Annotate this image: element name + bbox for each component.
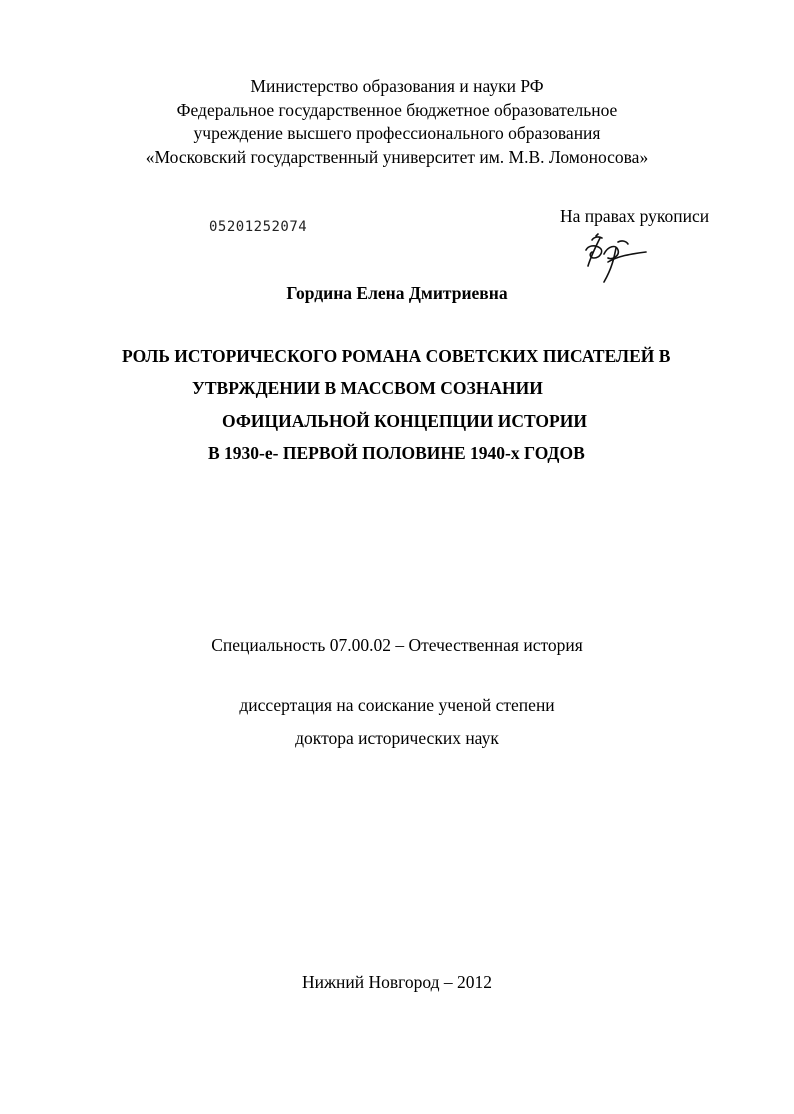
degree-line-2: доктора исторических наук bbox=[295, 728, 499, 748]
title-line-4: В 1930-е- ПЕРВОЙ ПОЛОВИНЕ 1940-х ГОДОВ bbox=[208, 443, 585, 463]
handwritten-signature bbox=[578, 232, 652, 286]
catalog-number: 05201252074 bbox=[209, 219, 308, 235]
rights-note: На правах рукописи bbox=[560, 206, 710, 226]
degree-line-1: диссертация на соискание ученой степени bbox=[239, 695, 555, 715]
specialty-line: Специальность 07.00.02 – Отечественная история bbox=[211, 635, 583, 655]
institution-type-line: Федеральное государственное бюджетное образовательное bbox=[176, 100, 618, 120]
institution-education-line: учреждение высшего профессионального образования bbox=[193, 123, 601, 143]
author-name: Гордина Елена Дмитриевна bbox=[286, 283, 508, 303]
title-line-3: ОФИЦИАЛЬНОЙ КОНЦЕПЦИИ ИСТОРИИ bbox=[222, 411, 587, 431]
title-line-2: УТВРЖДЕНИИ В МАССВОМ СОЗНАНИИ bbox=[192, 378, 543, 398]
title-line-1: РОЛЬ ИСТОРИЧЕСКОГО РОМАНА СОВЕТСКИХ ПИСАТЕЛЕЙ В bbox=[122, 346, 671, 366]
ministry-line: Министерство образования и науки РФ bbox=[250, 76, 544, 96]
university-name-line: «Московский государственный университет им. М.В. Ломоносова» bbox=[145, 147, 649, 167]
place-year: Нижний Новгород – 2012 bbox=[301, 972, 493, 992]
